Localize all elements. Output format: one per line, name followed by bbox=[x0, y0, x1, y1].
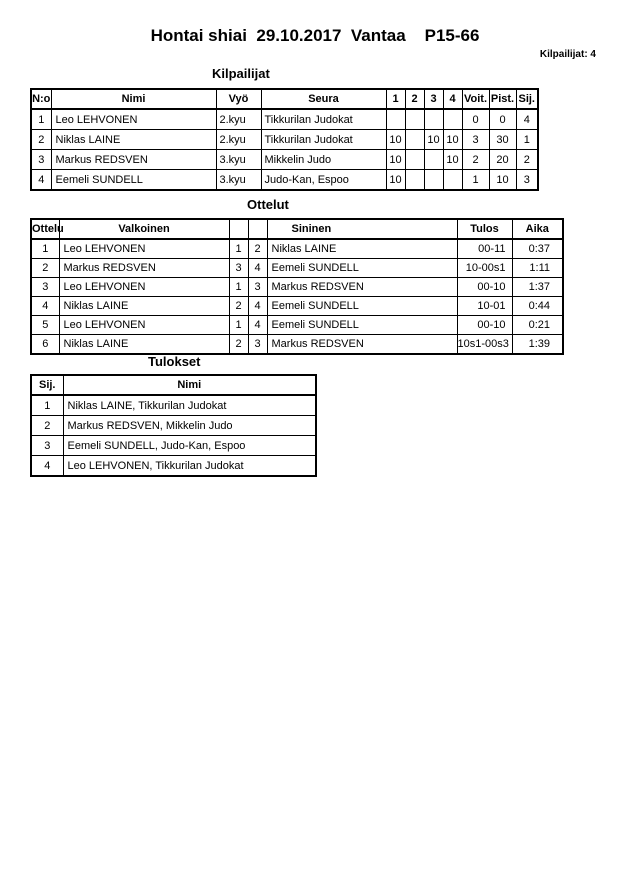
match-number: 5 bbox=[31, 316, 59, 335]
competitor-no: 1 bbox=[31, 109, 51, 130]
competitor-no: 3 bbox=[31, 150, 51, 170]
match-blue-num: 4 bbox=[248, 316, 267, 335]
match-time: 0:21 bbox=[512, 316, 563, 335]
result-name: Markus REDSVEN, Mikkelin Judo bbox=[63, 416, 316, 436]
col-header-wins: Voit. bbox=[462, 89, 489, 109]
match-blue-num: 4 bbox=[248, 259, 267, 278]
match-white-num: 2 bbox=[229, 297, 248, 316]
result-place: 1 bbox=[31, 395, 63, 416]
competitor-wins: 3 bbox=[462, 130, 489, 150]
match-row bbox=[31, 297, 563, 316]
competitor-row bbox=[31, 130, 538, 150]
score-vs-1: 10 bbox=[386, 170, 405, 191]
competitor-place: 3 bbox=[516, 170, 538, 191]
match-result: 10-00s1 bbox=[457, 259, 512, 278]
score-vs-3: 10 bbox=[424, 130, 443, 150]
col-header-club: Seura bbox=[261, 89, 386, 109]
match-result: 10-01 bbox=[457, 297, 512, 316]
score-vs-3 bbox=[424, 150, 443, 170]
result-row bbox=[31, 436, 316, 456]
score-vs-2 bbox=[405, 170, 424, 191]
competitor-points: 20 bbox=[489, 150, 516, 170]
match-blue-name: Eemeli SUNDELL bbox=[267, 297, 457, 316]
match-result: 10s1-00s3 bbox=[457, 335, 512, 355]
match-result: 00-10 bbox=[457, 278, 512, 297]
competitor-name: Markus REDSVEN bbox=[51, 150, 216, 170]
competitor-name: Leo LEHVONEN bbox=[51, 109, 216, 130]
match-number: 6 bbox=[31, 335, 59, 355]
competitor-club: Tikkurilan Judokat bbox=[261, 130, 386, 150]
match-row bbox=[31, 278, 563, 297]
ottelut-table bbox=[30, 218, 564, 355]
col-header-3: 3 bbox=[424, 89, 443, 109]
col-header-name: Nimi bbox=[63, 375, 316, 395]
ottelut-header-row bbox=[31, 219, 563, 239]
score-vs-4: 10 bbox=[443, 130, 462, 150]
competitor-place: 1 bbox=[516, 130, 538, 150]
match-white-num: 1 bbox=[229, 239, 248, 259]
col-header-no: N:o bbox=[31, 89, 51, 109]
col-header-white-num bbox=[229, 219, 248, 239]
match-white-name: Leo LEHVONEN bbox=[59, 239, 229, 259]
match-time: 1:37 bbox=[512, 278, 563, 297]
competitor-place: 2 bbox=[516, 150, 538, 170]
match-white-num: 2 bbox=[229, 335, 248, 355]
competitor-club: Mikkelin Judo bbox=[261, 150, 386, 170]
match-blue-name: Niklas LAINE bbox=[267, 239, 457, 259]
score-vs-4 bbox=[443, 170, 462, 191]
match-number: 3 bbox=[31, 278, 59, 297]
competitor-row bbox=[31, 109, 538, 130]
col-header-2: 2 bbox=[405, 89, 424, 109]
match-time: 1:39 bbox=[512, 335, 563, 355]
tulokset-table bbox=[30, 374, 317, 477]
score-vs-4 bbox=[443, 109, 462, 130]
competitor-belt: 3.kyu bbox=[216, 150, 261, 170]
col-header-1: 1 bbox=[386, 89, 405, 109]
kilpailijat-header-row bbox=[31, 89, 538, 109]
competitor-club: Judo-Kan, Espoo bbox=[261, 170, 386, 191]
match-time: 0:37 bbox=[512, 239, 563, 259]
match-number: 2 bbox=[31, 259, 59, 278]
col-header-4: 4 bbox=[443, 89, 462, 109]
match-white-name: Niklas LAINE bbox=[59, 335, 229, 355]
match-white-name: Markus REDSVEN bbox=[59, 259, 229, 278]
result-name: Leo LEHVONEN, Tikkurilan Judokat bbox=[63, 456, 316, 477]
match-row bbox=[31, 259, 563, 278]
match-time: 1:11 bbox=[512, 259, 563, 278]
competitor-wins: 0 bbox=[462, 109, 489, 130]
result-place: 2 bbox=[31, 416, 63, 436]
col-header-place: Sij. bbox=[31, 375, 63, 395]
competitor-wins: 1 bbox=[462, 170, 489, 191]
match-result: 00-11 bbox=[457, 239, 512, 259]
tulokset-section-heading: Tulokset bbox=[148, 354, 201, 369]
competitor-points: 30 bbox=[489, 130, 516, 150]
result-row bbox=[31, 416, 316, 436]
col-header-blue-num bbox=[248, 219, 267, 239]
match-blue-num: 2 bbox=[248, 239, 267, 259]
competitor-points: 10 bbox=[489, 170, 516, 191]
col-header-belt: Vyö bbox=[216, 89, 261, 109]
score-vs-4: 10 bbox=[443, 150, 462, 170]
col-header-points: Pist. bbox=[489, 89, 516, 109]
match-white-num: 1 bbox=[229, 316, 248, 335]
competitor-wins: 2 bbox=[462, 150, 489, 170]
competitor-row bbox=[31, 150, 538, 170]
kilpailijat-table bbox=[30, 88, 539, 191]
match-blue-num: 3 bbox=[248, 278, 267, 297]
competitor-points: 0 bbox=[489, 109, 516, 130]
competitor-no: 4 bbox=[31, 170, 51, 191]
page-title: Hontai shiai 29.10.2017 Vantaa P15-66 bbox=[150, 26, 480, 45]
score-vs-3 bbox=[424, 170, 443, 191]
match-row bbox=[31, 335, 563, 355]
kilpailijat-section-heading: Kilpailijat bbox=[212, 66, 270, 81]
ottelut-section-heading: Ottelut bbox=[247, 197, 289, 212]
col-header-blue: Sininen bbox=[267, 219, 457, 239]
score-vs-2 bbox=[405, 109, 424, 130]
match-blue-num: 3 bbox=[248, 335, 267, 355]
match-white-num: 1 bbox=[229, 278, 248, 297]
competitor-belt: 3.kyu bbox=[216, 170, 261, 191]
col-header-result: Tulos bbox=[457, 219, 512, 239]
match-blue-num: 4 bbox=[248, 297, 267, 316]
col-header-time: Aika bbox=[512, 219, 563, 239]
match-blue-name: Markus REDSVEN bbox=[267, 335, 457, 355]
result-row bbox=[31, 395, 316, 416]
result-name: Niklas LAINE, Tikkurilan Judokat bbox=[63, 395, 316, 416]
col-header-name: Nimi bbox=[51, 89, 216, 109]
competitor-belt: 2.kyu bbox=[216, 109, 261, 130]
match-time: 0:44 bbox=[512, 297, 563, 316]
match-number: 4 bbox=[31, 297, 59, 316]
score-vs-3 bbox=[424, 109, 443, 130]
score-vs-1 bbox=[386, 109, 405, 130]
match-blue-name: Eemeli SUNDELL bbox=[267, 259, 457, 278]
match-row bbox=[31, 316, 563, 335]
match-white-num: 3 bbox=[229, 259, 248, 278]
match-result: 00-10 bbox=[457, 316, 512, 335]
competitor-club: Tikkurilan Judokat bbox=[261, 109, 386, 130]
col-header-place: Sij. bbox=[516, 89, 538, 109]
match-white-name: Niklas LAINE bbox=[59, 297, 229, 316]
result-place: 4 bbox=[31, 456, 63, 477]
competitor-name: Niklas LAINE bbox=[51, 130, 216, 150]
competitor-place: 4 bbox=[516, 109, 538, 130]
result-row bbox=[31, 456, 316, 477]
competitor-count-label: Kilpailijat: 4 bbox=[539, 49, 596, 60]
match-white-name: Leo LEHVONEN bbox=[59, 278, 229, 297]
col-header-match: Ottelu bbox=[31, 219, 59, 239]
result-place: 3 bbox=[31, 436, 63, 456]
score-vs-1: 10 bbox=[386, 130, 405, 150]
match-blue-name: Eemeli SUNDELL bbox=[267, 316, 457, 335]
competitor-row bbox=[31, 170, 538, 191]
competitor-no: 2 bbox=[31, 130, 51, 150]
tulokset-header-row bbox=[31, 375, 316, 395]
competitor-name: Eemeli SUNDELL bbox=[51, 170, 216, 191]
col-header-white: Valkoinen bbox=[59, 219, 229, 239]
score-vs-1: 10 bbox=[386, 150, 405, 170]
result-name: Eemeli SUNDELL, Judo-Kan, Espoo bbox=[63, 436, 316, 456]
score-vs-2 bbox=[405, 150, 424, 170]
match-white-name: Leo LEHVONEN bbox=[59, 316, 229, 335]
match-row bbox=[31, 239, 563, 259]
competitor-belt: 2.kyu bbox=[216, 130, 261, 150]
score-vs-2 bbox=[405, 130, 424, 150]
match-blue-name: Markus REDSVEN bbox=[267, 278, 457, 297]
match-number: 1 bbox=[31, 239, 59, 259]
